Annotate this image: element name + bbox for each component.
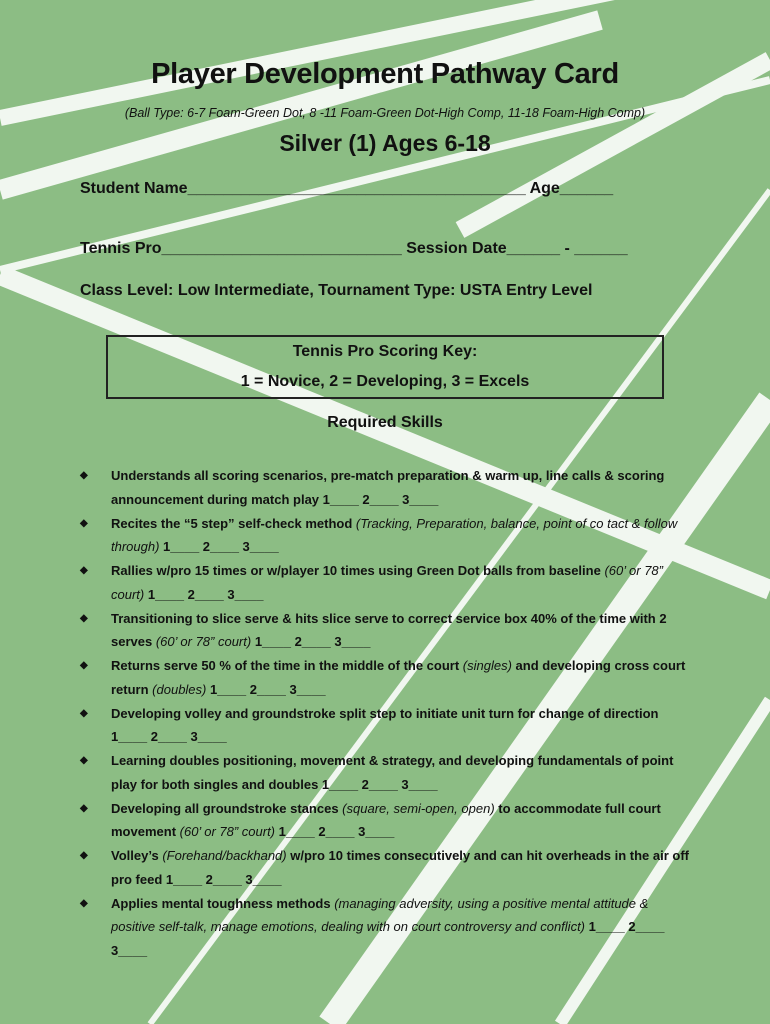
skill-rating-field[interactable]: 1____ 2____ 3____ — [159, 539, 279, 554]
required-skills-heading: Required Skills — [327, 414, 443, 431]
diamond-bullet-icon: ◆ — [80, 897, 88, 909]
skill-note: (singles) — [462, 658, 512, 673]
skill-item — [80, 749, 690, 796]
skill-item — [80, 797, 690, 844]
skill-text: Understands all scoring scenarios, pre-match preparation & warm up, line calls & scoring announcement during match play — [111, 468, 665, 507]
skill-rating-field[interactable]: 1____ 2____ 3____ — [144, 586, 264, 602]
diamond-bullet-icon: ◆ — [80, 517, 88, 529]
skill-note: (square, semi-open, open) — [342, 800, 495, 816]
skills-list — [80, 464, 690, 963]
ball-type-subtitle: (Ball Type: 6-7 Foam-Green Dot, 8 -11 Foam-Green Dot-High Comp, 11-18 Foam-High Comp) — [124, 106, 646, 120]
skill-item — [80, 512, 690, 559]
skill-text: Recites the “5 step” self-check method — [111, 515, 356, 531]
diamond-bullet-icon: ◆ — [80, 707, 88, 719]
skill-text: Developing all groundstroke stances — [111, 800, 343, 816]
skill-rating-field[interactable]: 1____ 2____ 3____ — [111, 729, 227, 744]
skill-item — [80, 654, 690, 701]
class-level-line: Class Level: Low Intermediate, Tournament Type: USTA Entry Level — [80, 282, 593, 299]
skill-item — [80, 559, 690, 606]
diamond-bullet-icon: ◆ — [80, 850, 88, 861]
skill-text: Applies mental toughness methods — [111, 895, 335, 911]
diamond-bullet-icon: ◆ — [80, 565, 88, 576]
skill-rating-field[interactable]: 1____ 2____ 3____ — [318, 776, 438, 792]
skill-item — [80, 464, 690, 511]
skill-note: (managing adversity, using a positive mental attitude & positive self-talk, manage emotions, dealing with on court controversy and conflict) — [111, 895, 649, 934]
skill-text: to accommodate full court movement — [111, 800, 661, 839]
skill-note: (60’ or 78” court) — [179, 824, 276, 839]
skill-rating-field[interactable]: 1____ 2____ 3____ — [275, 824, 395, 839]
tennis-pro-session-date-field[interactable]: Tennis Pro___________________________ Session Date______ - ______ — [80, 240, 628, 257]
skill-text: Transitioning to slice serve & hits slice serve to correct service box 40% of the time with 2 serves — [111, 610, 667, 649]
diamond-bullet-icon: ◆ — [80, 802, 88, 814]
skill-text: Developing volley and groundstroke split step to initiate unit turn for change of direction — [111, 705, 659, 721]
skill-text: and developing cross court return — [111, 658, 686, 697]
skill-note: (Tracking, Preparation, balance, point of co tact & follow through) — [111, 515, 678, 554]
diamond-bullet-icon: ◆ — [80, 612, 88, 624]
skill-note: (doubles) — [152, 681, 207, 697]
diamond-bullet-icon: ◆ — [80, 660, 88, 671]
scoring-key-heading: Tennis Pro Scoring Key: — [292, 343, 478, 360]
page-title: Player Development Pathway Card — [151, 58, 619, 90]
scoring-key-box — [106, 335, 664, 399]
skill-rating-field[interactable]: 1____ 2____ 3____ — [111, 919, 665, 958]
skill-note: (60’ or 78” court) — [111, 563, 663, 602]
skill-note: (60’ or 78” court) — [155, 634, 252, 649]
skill-text: Volley’s — [111, 848, 163, 863]
skill-item — [80, 607, 690, 654]
student-name-age-field[interactable]: Student Name______________________________________ Age______ — [80, 180, 614, 197]
skill-text: Learning doubles positioning, movement & strategy, and developing fundamentals of point play for both singles and doubles — [111, 753, 674, 792]
skill-note: (Forehand/backhand) — [162, 848, 287, 863]
skill-rating-field[interactable]: 1____ 2____ 3____ — [206, 681, 326, 697]
skill-text: Returns serve 50 % of the time in the middle of the court — [111, 658, 463, 673]
level-heading: Silver (1) Ages 6-18 — [279, 130, 491, 156]
skill-text: Rallies w/pro 15 times or w/player 10 times using Green Dot balls from baseline — [111, 563, 605, 578]
skill-rating-field[interactable]: 1____ 2____ 3____ — [319, 491, 439, 507]
diamond-bullet-icon: ◆ — [80, 755, 88, 766]
skill-item — [80, 892, 690, 963]
skill-text: w/pro 10 times consecutively and can hit overheads in the air off pro feed — [111, 848, 690, 887]
skill-rating-field[interactable]: 1____ 2____ 3____ — [251, 634, 371, 649]
diamond-bullet-icon: ◆ — [80, 470, 88, 481]
scoring-key-scale: 1 = Novice, 2 = Developing, 3 = Excels — [240, 373, 530, 390]
skill-item — [80, 702, 690, 749]
skill-item — [80, 844, 690, 891]
skill-rating-field[interactable]: 1____ 2____ 3____ — [162, 871, 282, 887]
